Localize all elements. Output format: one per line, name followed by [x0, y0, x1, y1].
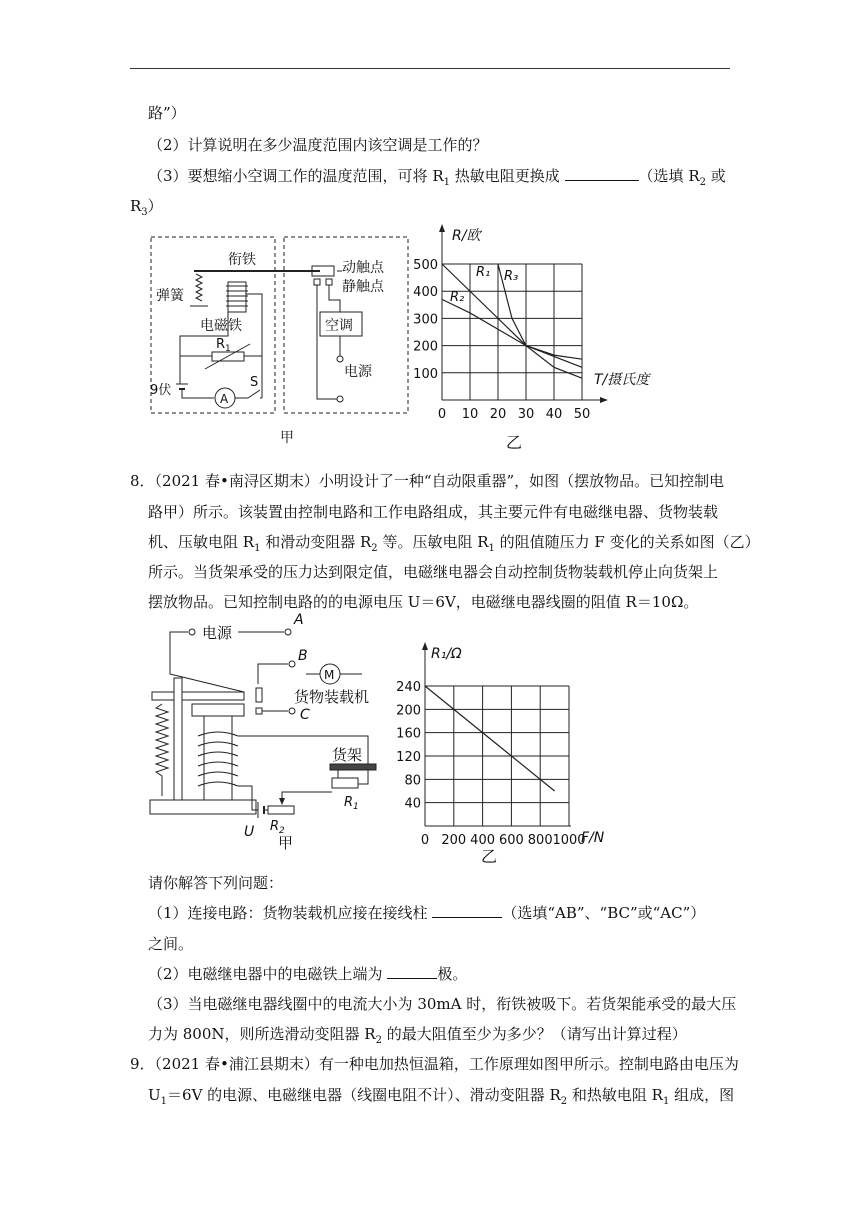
y-tick-label: 200: [396, 703, 421, 719]
y-axis-label: R/欧: [452, 228, 481, 244]
loader-label: 货物装载机: [294, 688, 370, 706]
coil-icon: [226, 286, 248, 306]
switch-label: S: [250, 375, 259, 390]
x-tick-label: 50: [573, 407, 591, 422]
series-line-1: [442, 299, 582, 359]
chart-resistance-temperature: [413, 222, 650, 454]
r1-pressure-sensor: [332, 778, 358, 788]
frame-base: [150, 800, 256, 814]
static-contact: [256, 708, 262, 714]
question-8-line: 所示。当货架承受的压力达到限定值，电磁继电器会自动控制货物装载机停止向货架上: [148, 563, 719, 581]
question-7-2: （2）计算说明在多少温度范围内该空调是工作的？: [148, 136, 488, 154]
question-9-line: $U_1=6V$ 的电源、电磁继电器（线圈电阻不计）、滑动变阻器 $R_2$ 和热敏电阻 $R_1$ 组成，图: [148, 1086, 735, 1107]
wire: [182, 389, 214, 398]
electromagnet-label: 电磁铁: [200, 318, 242, 334]
x-tick-label: 400: [470, 833, 496, 848]
u-label: U: [244, 824, 255, 840]
x-tick-label: 200: [441, 833, 467, 848]
x-tick-label: 10: [461, 407, 479, 422]
shelf: [330, 764, 376, 770]
curve-label-r1: R₁: [476, 265, 491, 280]
magnet-core: [204, 716, 232, 800]
wire: [246, 294, 262, 384]
spring-label: 弹簧: [156, 288, 184, 304]
terminal-c: [289, 708, 295, 714]
figure-weight-limiter-circuit: [148, 612, 388, 852]
y-axis-arrow: [422, 642, 428, 650]
spring-icon: [156, 704, 168, 796]
shelf-label: 货架: [332, 746, 363, 764]
question-8-1: （1）连接电路：货物装载机应接在接线柱 （选填“AB”、“BC”或“AC”）: [148, 904, 706, 922]
answer-blank[interactable]: [565, 166, 639, 181]
r2-label: $R_2$: [270, 819, 285, 836]
figure-caption: 甲: [280, 430, 294, 446]
question-8-line: 8．（2021 春•南浔区期末）小明设计了一种“自动限重器”，如图（摆放物品。已知控制电: [130, 472, 725, 490]
terminal-a-label: A: [294, 612, 304, 628]
x-tick-label: 20: [489, 407, 507, 422]
figure-relay-ac-circuit: [150, 234, 410, 449]
y-tick-label: 40: [404, 796, 421, 812]
figure-caption: 甲: [278, 834, 294, 852]
r2-rheostat: [268, 806, 294, 814]
x-tick-label: 40: [545, 407, 563, 422]
r2-slider: [282, 792, 332, 804]
wire: [317, 285, 338, 399]
motor-label: M: [324, 668, 335, 682]
moving-contact-label: 动触点: [342, 260, 384, 276]
moving-contact: [256, 688, 262, 702]
ac-label: 空调: [325, 318, 353, 334]
wire: [258, 664, 288, 684]
question-8-3: （3）当电磁继电器线圈中的电流大小为 30mA 时，衔铁被吸下。若货架能承受的最大压: [148, 995, 737, 1013]
y-axis-label: R₁/Ω: [431, 646, 462, 662]
spring-icon: [196, 274, 202, 301]
x-tick-label: 0: [437, 407, 447, 422]
chart-resistance-force: [395, 636, 620, 868]
terminal-b-label: B: [298, 648, 308, 664]
curve-label-r3: R₃: [504, 269, 519, 284]
answer-blank[interactable]: [387, 964, 437, 979]
chart-caption: 乙: [481, 847, 498, 866]
r2-slider-arrow: [279, 798, 285, 805]
ammeter-label: A: [220, 392, 229, 406]
y-tick-label: 500: [413, 258, 438, 273]
question-8-3: 力为 800N，则所选滑动变阻器 $R_2$ 的最大阻值至少为多少？（请写出计算过程）: [148, 1025, 687, 1046]
power-label: 电源: [344, 364, 372, 380]
static-contact: [314, 279, 320, 285]
question-7-3: （3）要想缩小空调工作的温度范围，可将 $R_1$ 热敏电阻更换成 （选填 $R_2$ 或: [148, 167, 726, 188]
text-line: $R_3$）: [130, 197, 163, 218]
y-tick-label: 200: [413, 339, 438, 355]
y-tick-label: 160: [396, 726, 421, 742]
y-tick-label: 240: [396, 680, 421, 695]
terminal-a: [285, 629, 291, 635]
y-tick-label: 120: [396, 750, 421, 765]
magnet-top: [192, 704, 244, 716]
terminal: [189, 629, 195, 635]
question-8-line: 摆放物品。已知控制电路的的电源电压 U＝6V，电磁继电器线圈的阻值 R＝10Ω。: [148, 593, 699, 611]
top-rule: [130, 68, 730, 69]
switch-icon: [248, 390, 260, 398]
question-8-line: 机、压敏电阻 $R_1$ 和滑动变阻器 $R_2$ 等。压敏电阻 $R_1$ 的阻值随压力 F 变化的关系如图（乙）: [148, 533, 760, 554]
static-contact-label: 静触点: [342, 279, 384, 295]
y-tick-label: 100: [413, 366, 438, 382]
text-line: 之间。: [148, 935, 194, 953]
voltage-label: 9伏: [150, 383, 172, 398]
terminal: [337, 396, 343, 402]
x-axis-arrow: [600, 397, 608, 403]
y-tick-label: 80: [404, 773, 421, 789]
ask-line: 请你解答下列问题：: [148, 874, 284, 892]
x-tick-label: 600: [498, 833, 524, 848]
frame-post: [174, 678, 182, 800]
r1-label: $R_1$: [344, 795, 359, 812]
x-tick-label: 800: [527, 833, 553, 848]
static-contact: [326, 279, 332, 285]
x-tick-label: 30: [517, 407, 535, 422]
answer-blank[interactable]: [432, 903, 502, 918]
wire: [329, 285, 340, 312]
y-tick-label: 300: [413, 312, 438, 328]
series-line-0: [425, 686, 555, 791]
chart-caption: 乙: [506, 433, 523, 452]
x-tick-label: 0: [420, 833, 430, 848]
text-line: 路”）: [148, 104, 186, 122]
x-tick-label: 1000: [552, 833, 586, 848]
armature-label: 衔铁: [228, 252, 256, 268]
wire: [170, 632, 188, 674]
r1-label: $R_1$: [216, 337, 231, 354]
terminal: [337, 356, 343, 362]
x-axis-label: F/N: [581, 830, 605, 846]
armature: [152, 692, 244, 700]
y-tick-label: 400: [413, 285, 438, 301]
curve-label-r2: R₂: [450, 290, 465, 305]
terminal-c-label: C: [300, 707, 310, 723]
question-8-line: 路甲）所示。该装置由控制电路和工作电路组成，其主要元件有电磁继电器、货物装载: [148, 503, 719, 521]
x-axis-label: T/摄氏度: [594, 372, 650, 388]
power-label: 电源: [202, 624, 233, 642]
question-8-2: （2）电磁继电器中的电磁铁上端为 极。: [148, 965, 468, 983]
y-axis-arrow: [439, 224, 445, 232]
terminal-b: [289, 661, 295, 667]
question-9-line: 9．（2021 春•浦江县期末）有一种电加热恒温箱，工作原理如图甲所示。控制电路由电压为: [130, 1055, 739, 1073]
